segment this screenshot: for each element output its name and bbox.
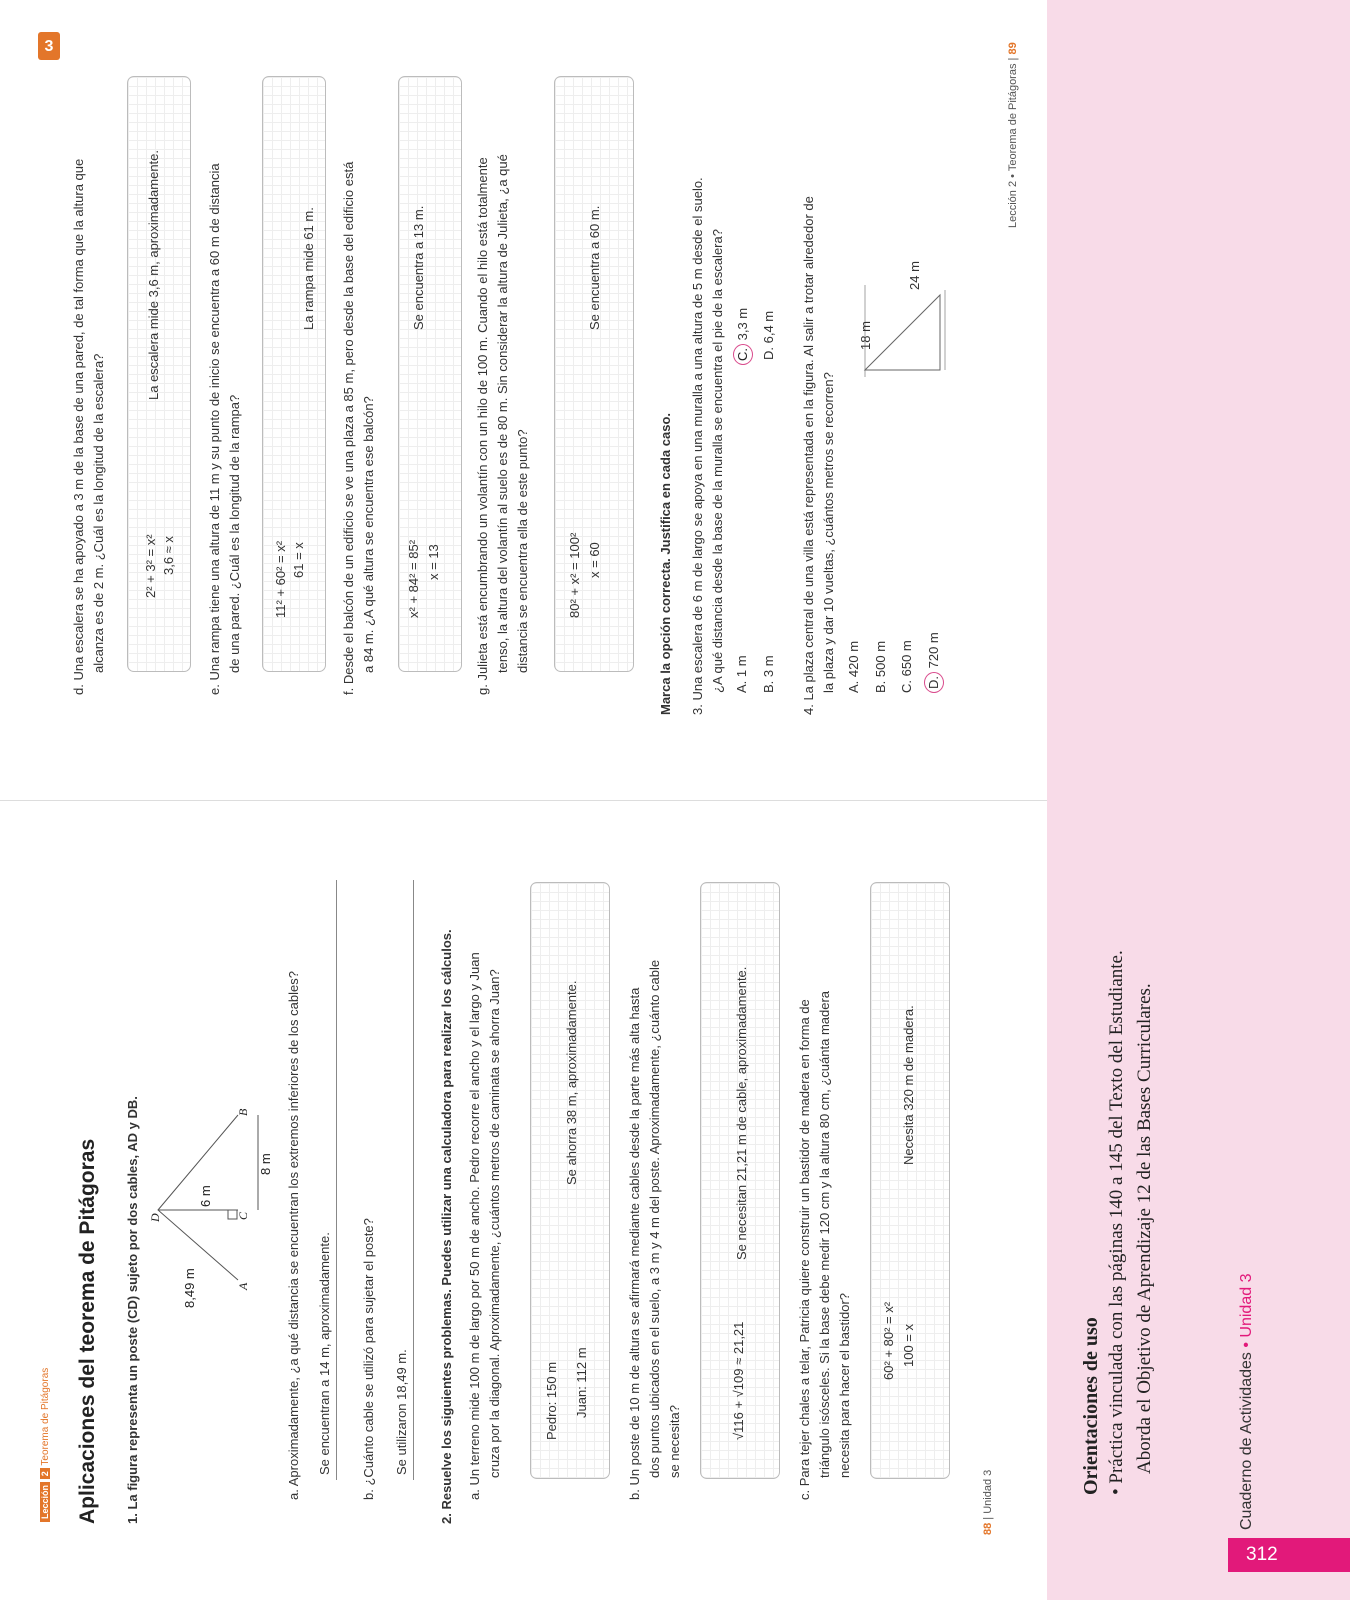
question-d-line2: alcanza es de 2 m. ¿Cuál es la longitud de la escalera?	[91, 353, 106, 673]
answer-e: La rampa mide 61 m.	[301, 207, 316, 330]
answer-2a: Se ahorra 38 m, aproximadamente.	[564, 980, 579, 1185]
answer-f: Se encuentra a 13 m.	[411, 205, 426, 330]
option-3b[interactable]: B. 3 m	[761, 655, 776, 693]
sidebar-footer: Cuaderno de Actividades • Unidad 3	[1238, 1273, 1255, 1530]
option-3d[interactable]: D. 6,4 m	[761, 310, 776, 360]
fig4-label-top: 18 m	[858, 321, 873, 350]
answer-line-1a	[336, 880, 337, 1480]
work-2a-2: Juan: 112 m	[574, 1347, 589, 1418]
question-3-line1: 3. Una escalera de 6 m de largo se apoya en una muralla a una altura de 5 m desde el suelo.	[690, 177, 705, 715]
work-d-1: 2² + 3² = x²	[143, 534, 158, 598]
fig-point-a: A	[236, 1282, 250, 1290]
question-1b: b. ¿Cuánto cable se utilizó para sujetar el poste?	[361, 1218, 376, 1500]
work-2c-1: 60² + 80² = x²	[881, 1301, 896, 1380]
fig-label-height: 6 m	[198, 1185, 213, 1207]
unit-badge: 3	[38, 32, 60, 60]
question-2: 2. Resuelve los siguientes problemas. Puedes utilizar una calculadora para realizar los cálculos.	[439, 929, 454, 1524]
sidebar-bullet-2: Aborda el Objetivo de Aprendizaje 12 de las Bases Curriculares.	[1134, 983, 1155, 1474]
question-2b-line2: dos puntos ubicados en el suelo, a 3 m y 4 m del poste. Aproximadamente, ¿cuánto cable	[647, 959, 662, 1478]
fig-label-base: 8 m	[258, 1153, 273, 1175]
page-number: 312	[1228, 1538, 1350, 1572]
left-footer: 88 | Unidad 3	[982, 1469, 994, 1535]
page-divider	[0, 800, 1047, 801]
fig-point-d: D	[148, 1213, 162, 1222]
option-4c[interactable]: C. 650 m	[899, 640, 914, 693]
question-1: 1. La figura representa un poste (CD) sujeto por dos cables, AD y DB.	[125, 1096, 140, 1524]
option-3c[interactable]: C. 3,3 m	[733, 308, 753, 365]
question-g-line2: tenso, la altura del volantín al suelo es de 80 m. Sin considerar la altura de Julieta, ¿a qué	[495, 154, 510, 673]
question-e-line1: e. Una rampa tiene una altura de 11 m y su punto de inicio se encuentra a 60 m de distancia	[207, 163, 222, 695]
work-d-2: 3,6 ≈ x	[161, 536, 176, 575]
answer-g: Se encuentra a 60 m.	[587, 205, 602, 330]
question-4-line2: la plaza y dar 10 vueltas, ¿cuántos metros se recorren?	[821, 372, 836, 693]
question-e-line2: de una pared. ¿Cuál es la longitud de la rampa?	[227, 394, 242, 673]
question-1a: a. Aproximadamente, ¿a qué distancia se encuentran los extremos inferiores de los cables?	[286, 971, 301, 1500]
question-4-line1: 4. La plaza central de una villa está representada en la figura. Al salir a trotar alrededor de	[801, 196, 816, 715]
fig-point-b: B	[236, 1108, 250, 1116]
answer-d: La escalera mide 3,6 m, aproximadamente.	[146, 149, 161, 400]
question-d-line1: d. Una escalera se ha apoyado a 3 m de la base de una pared, de tal forma que la altura que	[71, 158, 86, 695]
work-box-2c	[870, 882, 950, 1479]
question-2c-line3: necesita para hacer el bastidor?	[837, 1292, 852, 1478]
question-f-line2: a 84 m. ¿A qué altura se encuentra ese balcón?	[361, 396, 376, 673]
page-title: Aplicaciones del teorema de Pitágoras	[76, 1138, 99, 1524]
question-2c-line1: c. Para tejer chales a telar, Patricia quiere construir un bastidor de madera en forma de	[797, 999, 812, 1500]
right-footer: Lección 2 • Teorema de Pitágoras | 89	[1007, 42, 1019, 228]
question-2c-line2: triángulo isósceles. Si la base debe medir 120 cm y la altura 80 cm, ¿cuánta madera	[817, 990, 832, 1478]
option-4d[interactable]: D. 720 m	[924, 632, 944, 693]
answer-2c: Necesita 320 m de madera.	[901, 1005, 916, 1165]
question-g-line1: g. Julieta está encumbrando un volantín con un hilo de 100 m. Cuando el hilo está totalmente	[475, 157, 490, 695]
answer-line-1b	[413, 880, 414, 1480]
question-2a-line1: a. Un terreno mide 100 m de largo por 50 m de ancho. Pedro recorre el ancho y el largo y Juan	[467, 952, 482, 1500]
question-2a-line2: cruza por la diagonal. Aproximadamente, ¿cuántos metros de caminata se ahorra Juan?	[487, 969, 502, 1478]
work-2a-1: Pedro: 150 m	[544, 1361, 559, 1440]
option-4b[interactable]: B. 500 m	[873, 640, 888, 693]
fig-label-hyp: 8,49 m	[182, 1268, 197, 1308]
question-f-line1: f. Desde el balcón de un edificio se ve una plaza a 85 m, pero desde la base del edificio está	[341, 161, 356, 695]
answer-1a: Se encuentran a 14 m, aproximadamente.	[317, 1232, 332, 1475]
question-g-line3: distancia se encuentra ella de este punto?	[515, 429, 530, 673]
sidebar-bullet-1: • Práctica vinculada con las páginas 140 a 145 del Texto del Estudiante.	[1106, 950, 1127, 1495]
section-heading: Marca la opción correcta. Justifica en cada caso.	[658, 412, 673, 715]
fig-point-c: C	[236, 1211, 250, 1220]
answer-2b: Se necesitan 21,21 m de cable, aproximadamente.	[734, 966, 749, 1260]
work-g-2: x = 60	[587, 542, 602, 578]
fig4-label-side: 24 m	[907, 261, 922, 290]
option-3a[interactable]: A. 1 m	[734, 655, 749, 693]
pole-figure	[148, 1085, 278, 1295]
question-2b-line3: se necesita?	[667, 1405, 682, 1478]
lesson-tag: Lección 2 Teorema de Pitágoras	[40, 1368, 51, 1522]
work-f-2: x = 13	[426, 544, 441, 580]
work-e-2: 61 = x	[291, 542, 306, 578]
work-g-1: 80² + x² = 100²	[567, 532, 582, 618]
work-2c-2: 100 = x	[901, 1323, 916, 1367]
work-2b: √116 + √109 ≈ 21,21	[731, 1321, 746, 1440]
work-f-1: x² + 84² = 85²	[406, 539, 421, 618]
work-e-1: 11² + 60² = x²	[273, 540, 288, 618]
question-2b-line1: b. Un poste de 10 m de altura se afirmará mediante cables desde la parte más alta hasta	[627, 987, 642, 1500]
sidebar-heading: Orientaciones de uso	[1080, 1317, 1102, 1495]
option-4a[interactable]: A. 420 m	[846, 640, 861, 693]
question-3-line2: ¿A qué distancia desde la base de la muralla se encuentra el pie de la escalera?	[710, 229, 725, 693]
answer-1b: Se utilizaron 18,49 m.	[394, 1349, 409, 1475]
